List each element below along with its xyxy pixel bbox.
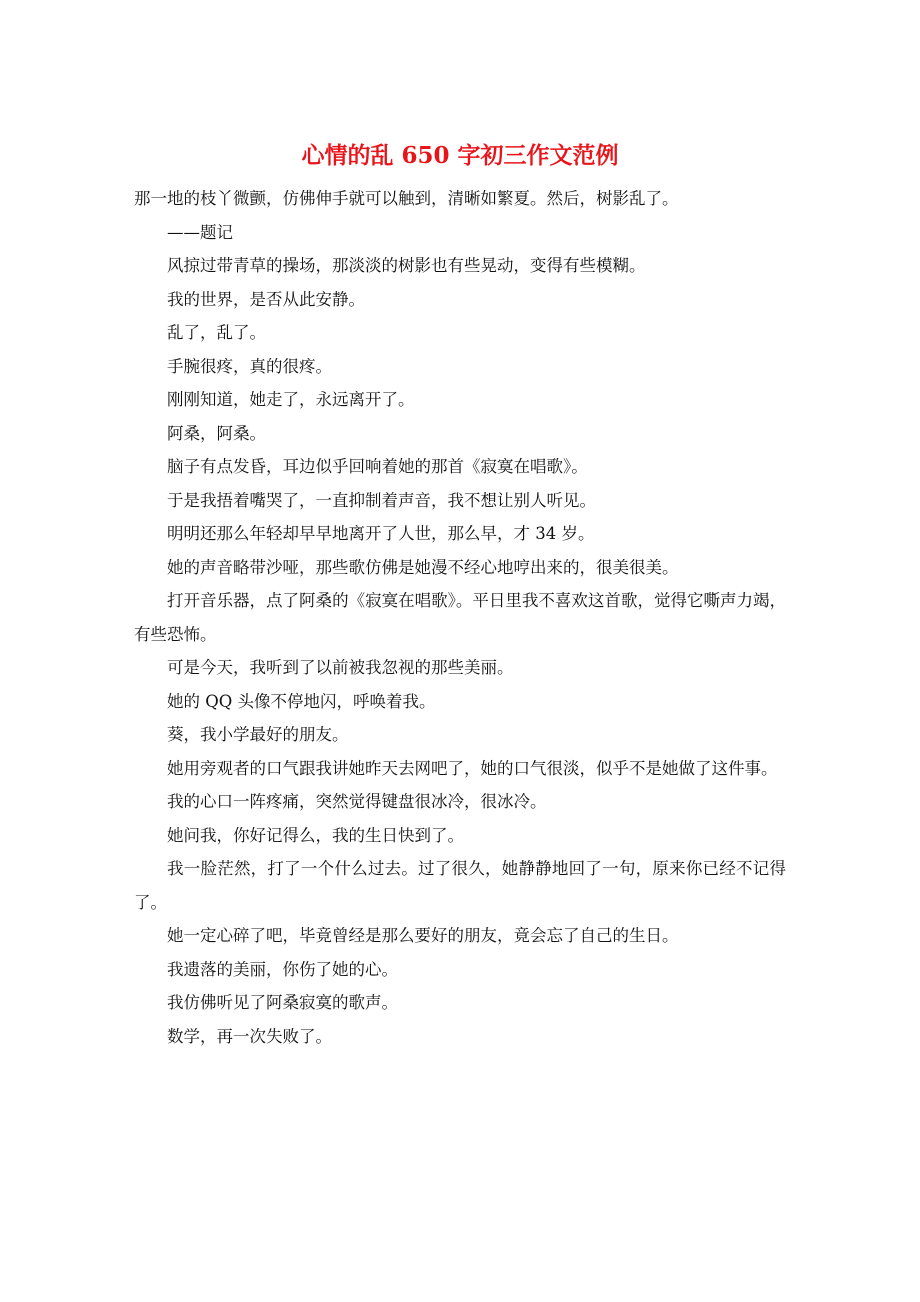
paragraph: 打开音乐器，点了阿桑的《寂寞在唱歌》。平日里我不喜欢这首歌，觉得它嘶声力竭，有些恐怖。 (134, 591, 786, 644)
paragraph: 她问我，你好记得么，我的生日快到了。 (167, 825, 464, 845)
paragraph: 她一定心碎了吧，毕竟曾经是那么要好的朋友，竟会忘了自己的生日。 (167, 926, 679, 945)
paragraph: 阿桑，阿桑。 (167, 423, 266, 443)
paragraph: 手腕很疼，真的很疼。 (167, 356, 332, 376)
paragraph: 我遗落的美丽，你伤了她的心。 (167, 959, 398, 979)
paragraph: 她的 QQ 头像不停地闪，呼唤着我。 (167, 691, 436, 711)
article-body (134, 182, 786, 1053)
epigraph-attribution: ——题记 (167, 222, 233, 242)
paragraph: 我的世界，是否从此安静。 (167, 289, 365, 309)
paragraph: 可是今天，我听到了以前被我忽视的那些美丽。 (167, 658, 514, 677)
paragraph: 她用旁观者的口气跟我讲她昨天去网吧了，她的口气很淡，似乎不是她做了这件事。 (167, 758, 778, 778)
paragraph: 我仿佛听见了阿桑寂寞的歌声。 (167, 993, 398, 1012)
epigraph-paragraph: 那一地的枝丫微颤，仿佛伸手就可以触到，清晰如繁夏。然后，树影乱了。 (134, 189, 679, 208)
paragraph: 风掠过带青草的操场，那淡淡的树影也有些晃动，变得有些模糊。 (167, 256, 646, 275)
paragraph: 葵，我小学最好的朋友。 (167, 725, 349, 744)
paragraph: 于是我捂着嘴哭了，一直抑制着声音，我不想让别人听见。 (167, 490, 596, 510)
paragraph: 脑子有点发昏，耳边似乎回响着她的那首《寂寞在唱歌》。 (167, 457, 588, 476)
document-title: 心情的乱 650 字初三作文范例 (301, 142, 619, 169)
paragraph: 刚刚知道，她走了，永远离开了。 (167, 390, 415, 409)
paragraph: 她的声音略带沙哑，那些歌仿佛是她漫不经心地哼出来的，很美很美。 (167, 557, 679, 577)
paragraph: 乱了，乱了。 (167, 323, 266, 342)
paragraph: 我的心口一阵疼痛，突然觉得键盘很冰冷，很冰冷。 (167, 792, 547, 811)
paragraph: 明明还那么年轻却早早地离开了人世，那么早，才 34 岁。 (167, 524, 595, 543)
paragraph: 我一脸茫然，打了一个什么过去。过了很久，她静静地回了一句，原来你已经不记得了。 (134, 859, 786, 912)
paragraph: 数学，再一次失败了。 (167, 1026, 332, 1046)
